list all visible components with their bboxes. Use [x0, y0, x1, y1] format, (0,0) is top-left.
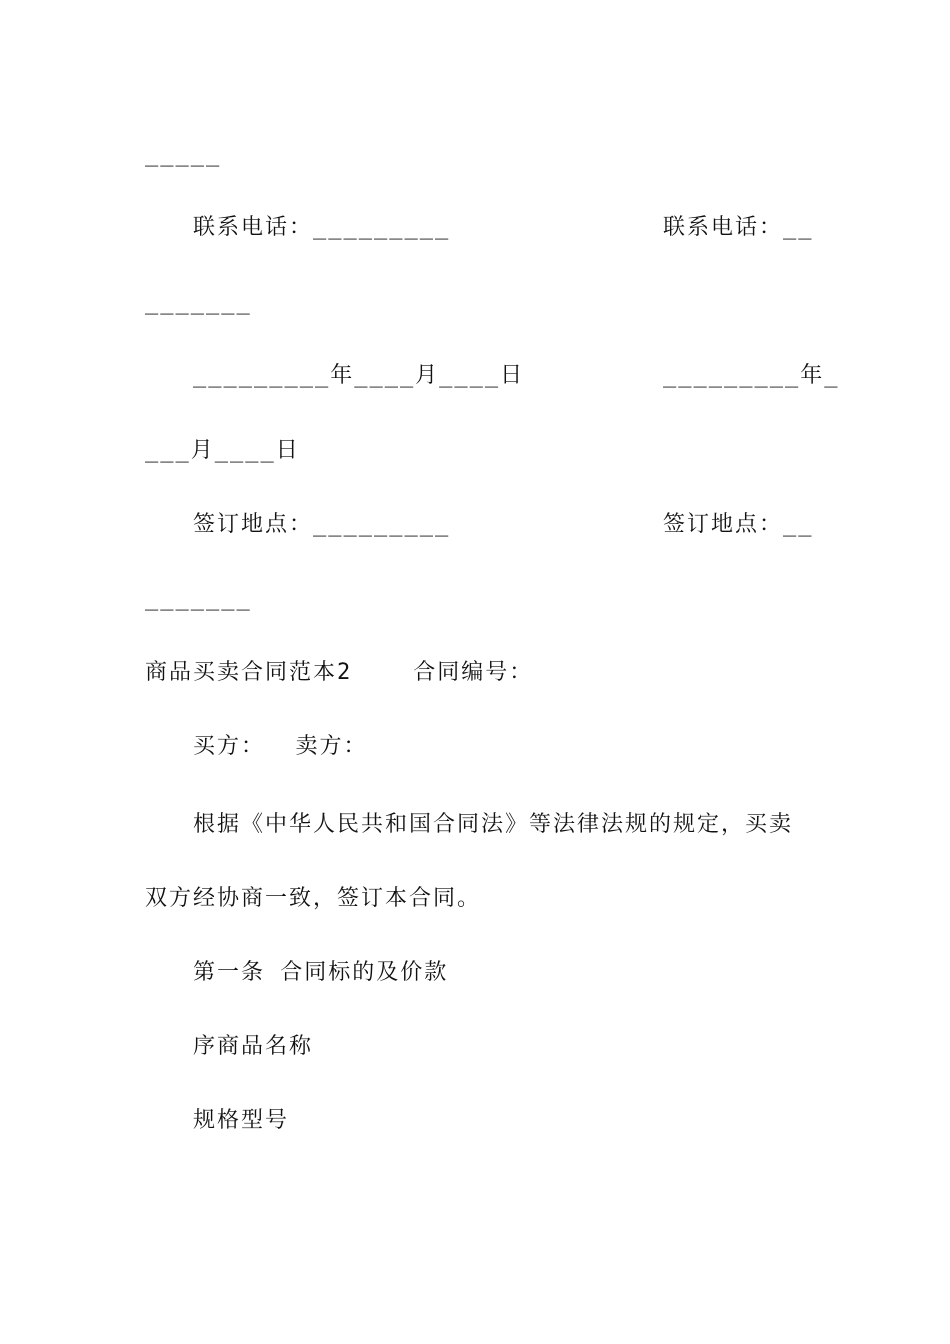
blank-line: _____: [145, 142, 222, 167]
seller-sign-place: 签订地点：__: [663, 512, 814, 537]
blank-line: _______: [145, 290, 252, 315]
seller-date-cont: ___月____日: [145, 438, 300, 463]
table-header-item: 序商品名称: [193, 1034, 314, 1059]
buyer-sign-place: 签订地点：_________: [193, 512, 451, 537]
article-heading: 第一条 合同标的及价款: [193, 960, 449, 985]
buyer-phone: 联系电话：_________: [193, 215, 451, 240]
buyer-date: _________年____月____日: [193, 363, 525, 388]
table-header-item: 规格型号: [193, 1108, 290, 1133]
seller-date: _________年_: [663, 363, 840, 388]
parties-line: 买方： 卖方：: [193, 734, 368, 759]
contract-title: 商品买卖合同范本2 合同编号：: [145, 660, 534, 685]
blank-line: _______: [145, 586, 252, 611]
paragraph-line: 根据《中华人民共和国合同法》等法律法规的规定，买卖: [193, 812, 794, 837]
seller-phone: 联系电话：__: [663, 215, 814, 240]
paragraph-line: 双方经协商一致，签订本合同。: [145, 886, 482, 911]
